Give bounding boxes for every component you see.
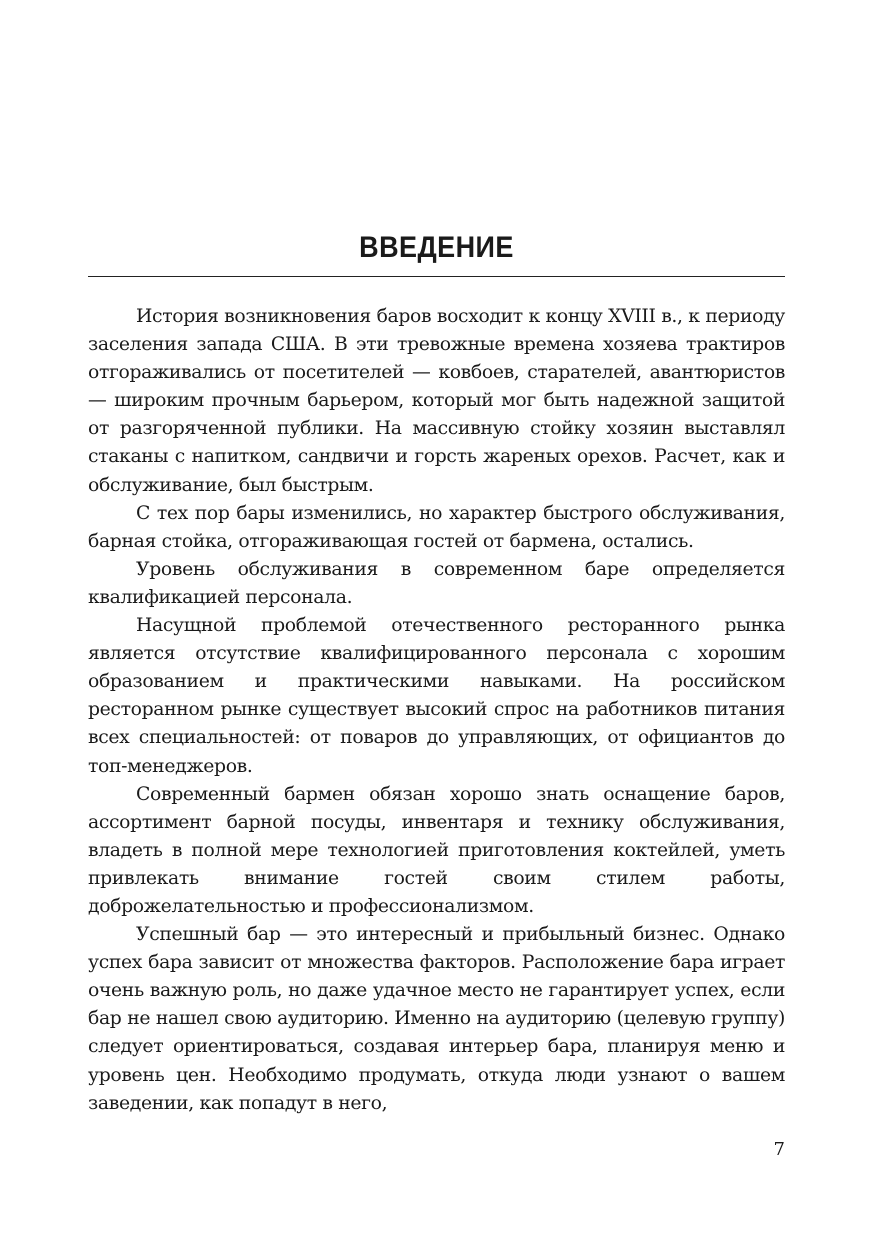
paragraph-bartender-skills: Современный бармен обязан хорошо знать оснащение баров, ассортимент барной посуды, инвентаря и технику обслуживания, владеть в полной мере технологией приготовления коктейлей, уметь привлекать внимание гостей своим стилем работы, доброжелательностью и профессионализмом. <box>88 783 785 917</box>
paragraph-changes: С тех пор бары изменились, но характер быстрого обслуживания, барная стойка, отгораживающая гостей от бармена, остались. <box>88 502 785 552</box>
paragraph-successful-bar: Успешный бар — это интересный и прибыльный бизнес. Однако успех бара зависит от множества факторов. Расположение бара играет очень важную роль, но даже удачное место не гарантирует успех, если бар не нашел свою аудиторию. Именно на аудиторию (целевую группу) следует ориентироваться, создавая интерьер бара, планируя меню и уровень цен. Необходимо продумать, откуда люди узнают о вашем заведении, как попадут в него, <box>88 924 785 1114</box>
paragraph-staff-problem: Насущной проблемой отечественного ресторанного рынка является отсутствие квалифицированного персонала с хорошим образованием и практическими навыками. На российском ресторанном рынке существует высокий спрос на работников питания всех специальностей: от поваров до управляющих, от официантов до топ-менеджеров. <box>88 615 785 777</box>
page-number: 7 <box>773 1139 785 1160</box>
body-text <box>88 303 785 1118</box>
paragraph-service-level: Уровень обслуживания в современном баре определяется квалификацией персонала. <box>88 558 785 608</box>
chapter-title: ВВЕДЕНИЕ <box>359 231 514 264</box>
paragraph-history: История возникновения баров восходит к концу XVIII в., к периоду заселения запада США. В эти тревожные времена хозяева трактиров отгораживались от посетителей — ковбоев, старателей, авантюристов — широким прочным барьером, который мог быть надежной защитой от разгоряченной публики. На массивную стойку хозяин выставлял стаканы с напитком, сандвичи и горсть жареных орехов. Расчет, как и обслуживание, был быстрым. <box>88 306 785 496</box>
title-underline <box>88 276 785 277</box>
